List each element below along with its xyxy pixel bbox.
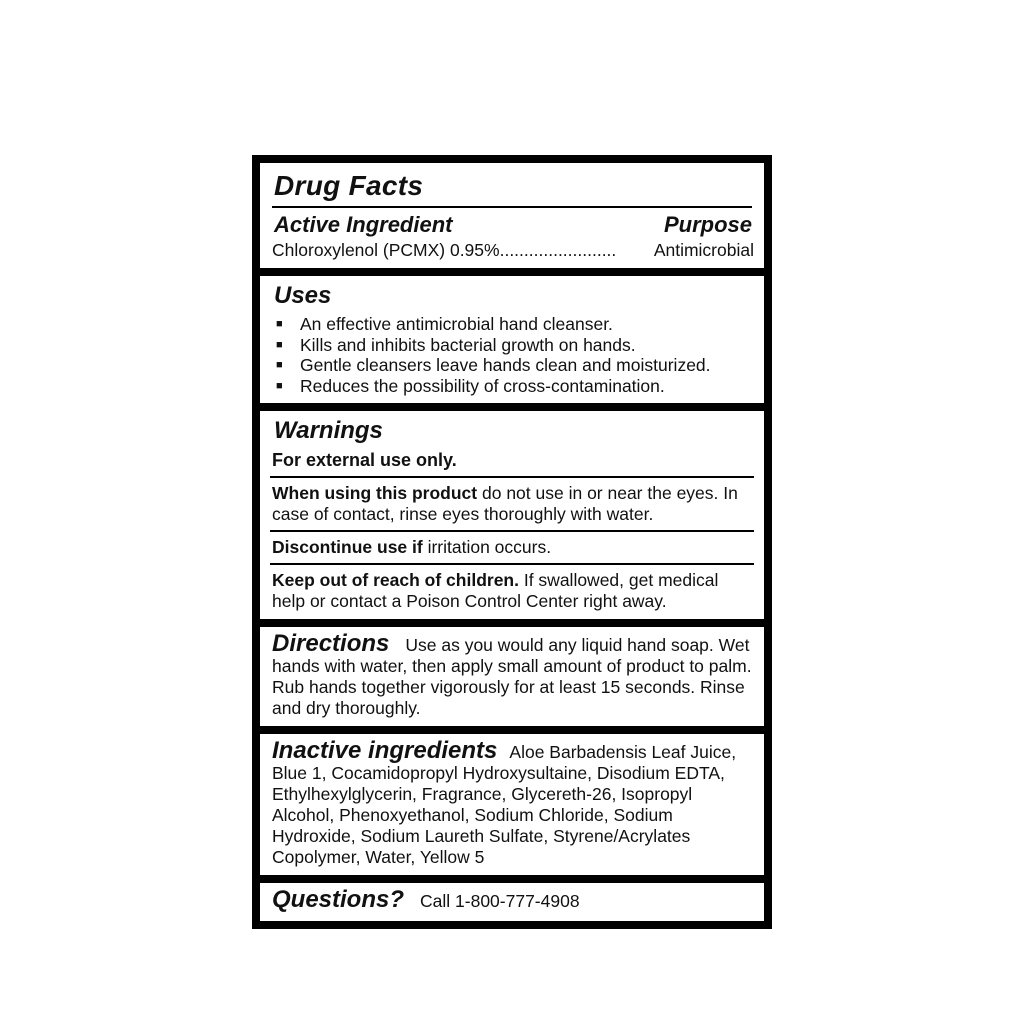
inactive-ingredients-block: [272, 739, 754, 868]
inactive-ingredients-heading: Inactive ingredients: [272, 737, 498, 764]
active-ingredient-row: [272, 240, 754, 261]
questions-block: [272, 888, 754, 914]
uses-heading: Uses: [274, 282, 332, 309]
bullet-square-icon: ■: [276, 379, 283, 392]
use-item: [272, 335, 754, 356]
section-questions: [260, 883, 764, 921]
bullet-square-icon: ■: [276, 318, 283, 330]
warning-when-using: [272, 483, 754, 525]
inactive-ingredients-text: Aloe Barbadensis Leaf Juice, Blue 1, Cocamidopropyl Hydroxysultaine, Disodium EDTA, Ethylhexylglycerin, Fragrance, Glycereth-26, Isopropyl Alcohol, Phenoxyethanol, Sodium Chloride, Sodium Hydroxide, Sodium Laureth Sulfate, Styrene/Acrylates Copolymer, Water, Yellow 5: [272, 742, 737, 867]
use-item-text: Kills and inhibits bacterial growth on hands.: [300, 334, 636, 355]
warning-discontinue-lead: Discontinue use if: [272, 537, 423, 557]
use-item-text: Reduces the possibility of cross-contamination.: [300, 375, 665, 396]
use-item-text: Gentle cleansers leave hands clean and moisturized.: [300, 355, 711, 375]
uses-list: [272, 314, 754, 396]
drug-facts-label: [252, 155, 772, 929]
section-inactive-ingredients: [260, 734, 764, 875]
directions-text: Use as you would any liquid hand soap. Wet hands with water, then apply small amount of product to palm. Rub hands together vigorously for at least 15 seconds. Rinse and dry thoroughly.: [272, 635, 752, 718]
warning-rule: [270, 476, 754, 478]
section-directions: [260, 627, 764, 726]
questions-heading: Questions?: [272, 886, 405, 913]
title-rule: [272, 206, 752, 208]
active-ingredient-purpose: Antimicrobial: [653, 240, 754, 260]
active-ingredient-name: Chloroxylenol (PCMX) 0.95%: [272, 240, 500, 260]
warning-keep-out: [272, 570, 754, 612]
bullet-square-icon: ■: [276, 359, 283, 371]
active-ingredient-heading: Active Ingredient: [274, 212, 453, 237]
section-uses: [260, 276, 764, 403]
warnings-heading: Warnings: [274, 417, 383, 444]
warning-rule: [270, 563, 754, 565]
purpose-heading: Purpose: [663, 212, 752, 237]
warning-keep-out-lead: Keep out of reach of children.: [272, 570, 519, 590]
use-item: [272, 314, 754, 335]
warning-when-using-lead: When using this product: [272, 483, 478, 503]
section-header: [260, 163, 764, 268]
dots-leader: ........................: [499, 240, 617, 260]
use-item-text: An effective antimicrobial hand cleanser.: [300, 314, 613, 334]
directions-heading: Directions: [272, 630, 390, 657]
warning-discontinue-text: irritation occurs.: [422, 537, 552, 557]
warning-when-using-text: do not use in or near the eyes. In case of contact, rinse eyes thoroughly with water.: [272, 483, 738, 524]
drug-facts-title: Drug Facts: [274, 170, 424, 201]
directions-block: [272, 632, 754, 719]
warning-keep-out-text: If swallowed, get medical help or contact a Poison Control Center right away.: [272, 570, 719, 611]
section-warnings: [260, 411, 764, 619]
use-item: [272, 376, 754, 397]
warning-rule: [270, 530, 754, 532]
active-ingredient-header-row: [274, 212, 752, 238]
warning-discontinue: [272, 537, 754, 558]
warning-external-use: For external use only.: [272, 450, 457, 470]
questions-phone: Call 1-800-777-4908: [420, 891, 580, 911]
use-item: [272, 355, 754, 376]
bullet-square-icon: ■: [276, 338, 283, 351]
